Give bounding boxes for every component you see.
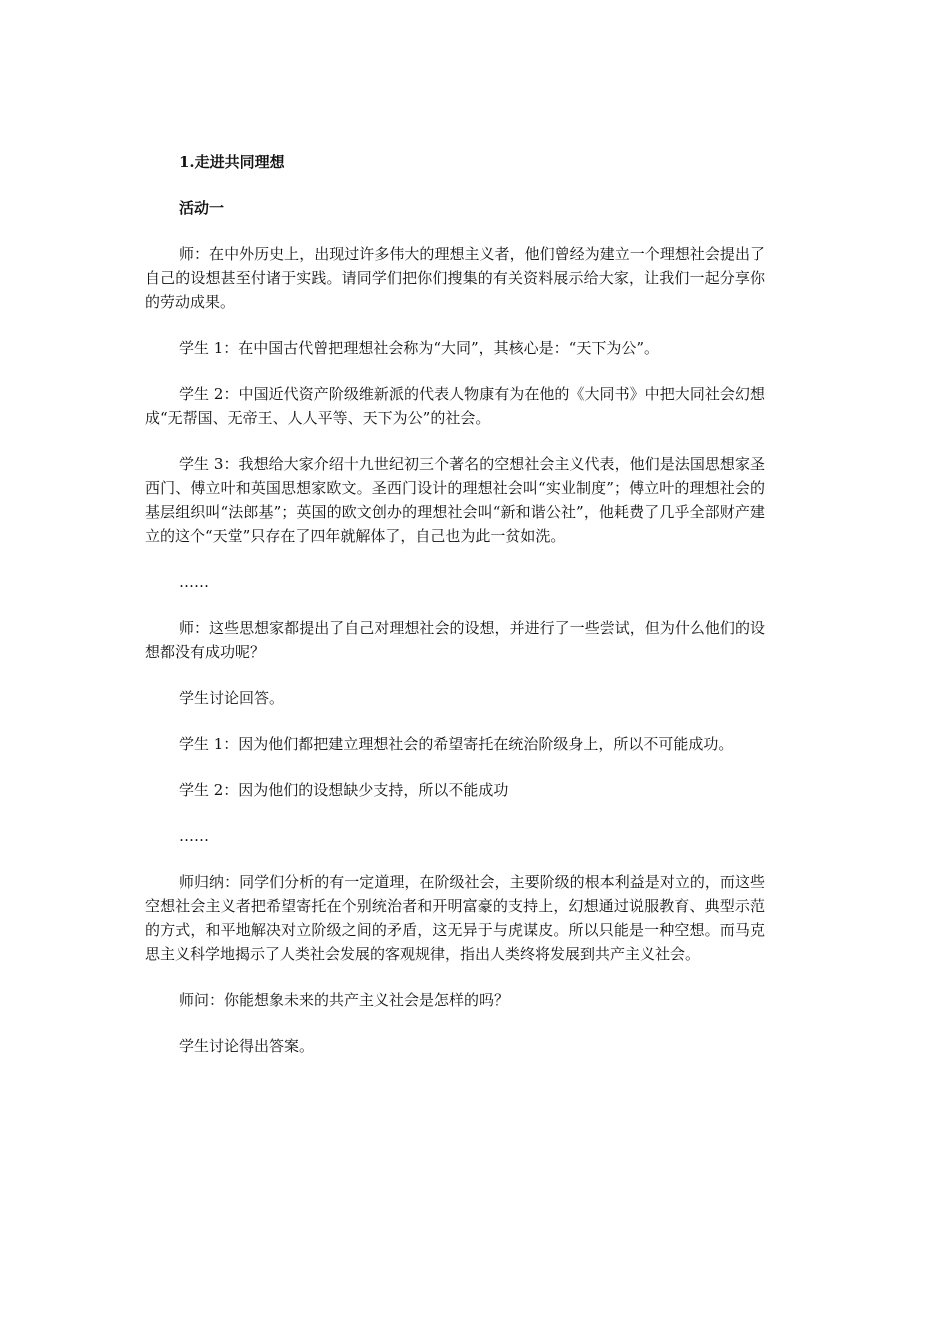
ellipsis-1: ……: [179, 573, 209, 591]
section-title: 1.走进共同理想: [179, 153, 285, 171]
paragraph-teacher-summary: 师归纳：同学们分析的有一定道理，在阶级社会，主要阶级的根本利益是对立的，而这些空想社会主义者把希望寄托在个别统治者和开明富豪的支持上，幻想通过说服教育、典型示范的方式，和平地解决对立阶级之间的矛盾，这无异于与虎谋皮。所以只能是一种空想。而马克思主义科学地揭示了人类社会发展的客观规律，指出人类终将发展到共产主义社会。: [145, 873, 765, 963]
paragraph-student-2: 学生 2：中国近代资产阶级维新派的代表人物康有为在他的《大同书》中把大同社会幻想成“无帮国、无帝王、人人平等、天下为公”的社会。: [145, 385, 765, 427]
paragraph-answer-1: 学生 1：因为他们都把建立理想社会的希望寄托在统治阶级身上，所以不可能成功。: [179, 735, 734, 753]
paragraph-student-discussion: 学生讨论回答。: [179, 689, 285, 707]
paragraph-student-1: 学生 1：在中国古代曾把理想社会称为“大同”，其核心是：“天下为公”。: [179, 339, 659, 357]
paragraph-teacher-ask: 师问：你能想象未来的共产主义社会是怎样的吗？: [179, 991, 510, 1009]
activity-heading: 活动一: [179, 199, 225, 217]
paragraph-teacher-intro: 师：在中外历史上，出现过许多伟大的理想主义者，他们曾经为建立一个理想社会提出了自己的设想甚至付诸于实践。请同学们把你们搜集的有关资料展示给大家，让我们一起分享你的劳动成果。: [145, 245, 765, 311]
ellipsis-2: ……: [179, 827, 209, 845]
paragraph-student-3: 学生 3：我想给大家介绍十九世纪初三个著名的空想社会主义代表，他们是法国思想家圣西门、傅立叶和英国思想家欧文。圣西门设计的理想社会叫“实业制度”；傅立叶的理想社会的基层组织叫“法郎基”；英国的欧文创办的理想社会叫“新和谐公社”，他耗费了几乎全部财产建立的这个“天堂”只存在了四年就解体了，自己也为此一贫如洗。: [145, 455, 765, 545]
paragraph-student-answer: 学生讨论得出答案。: [179, 1037, 315, 1055]
document-body: [145, 150, 765, 1080]
paragraph-teacher-question: 师：这些思想家都提出了自己对理想社会的设想，并进行了一些尝试，但为什么他们的设想都没有成功呢？: [145, 619, 765, 661]
paragraph-answer-2: 学生 2：因为他们的设想缺少支持，所以不能成功: [179, 781, 509, 799]
